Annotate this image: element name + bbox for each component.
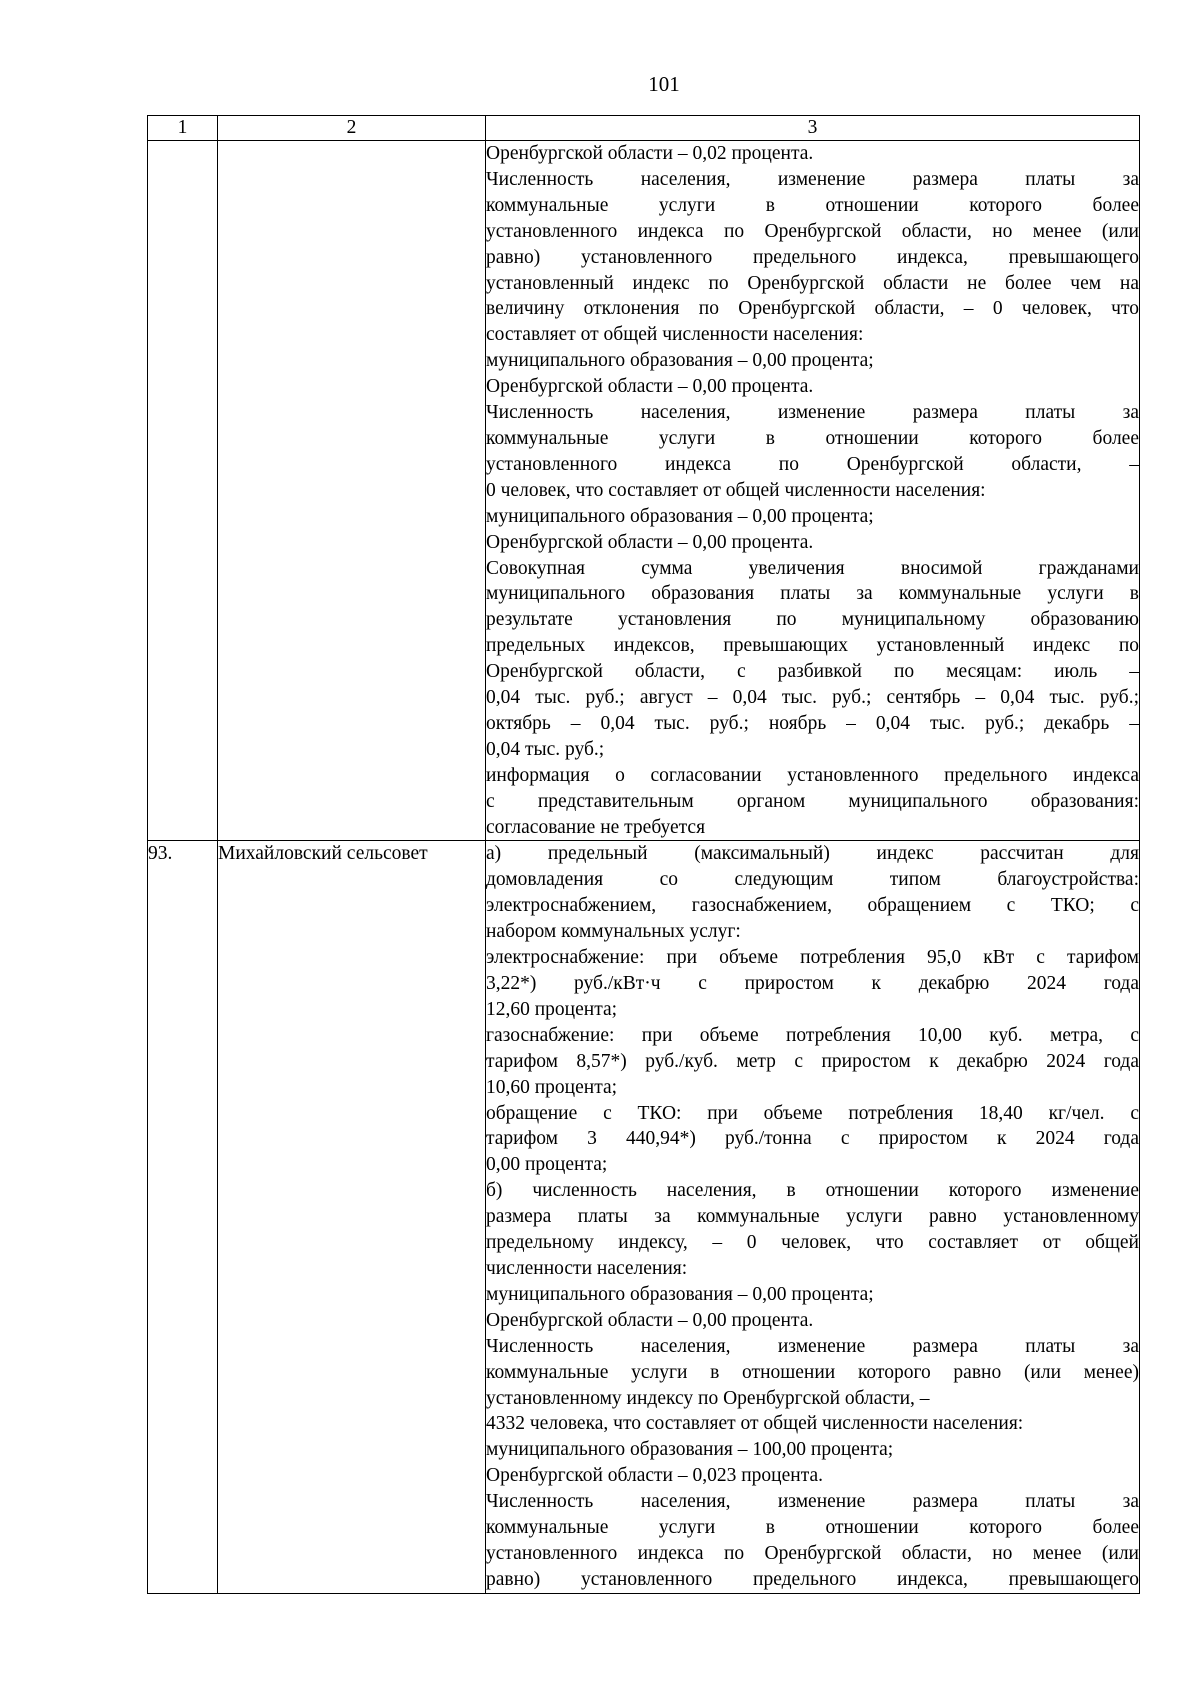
- text-line: коммунальные услуги в отношении которого более: [486, 1517, 1139, 1539]
- text-line: б) численность населения, в отношении которого изменение: [486, 1180, 1139, 1202]
- text-line: Численность населения, изменение размера платы за: [486, 1335, 1139, 1357]
- table-header-row: [148, 116, 1140, 141]
- text-line: муниципального образования – 0,00 процента;: [486, 350, 874, 372]
- text-line: Оренбургской области, с разбивкой по месяцам: июль –: [486, 661, 1139, 683]
- text-line: установленного индекса по Оренбургской области, –: [486, 453, 1139, 475]
- text-line: коммунальные услуги в отношении которого более: [486, 427, 1139, 449]
- text-line: Оренбургской области – 0,02 процента.: [486, 143, 814, 164]
- text-line: муниципального образования платы за коммунальные услуги в: [486, 583, 1139, 605]
- row-number-cell: [148, 141, 218, 841]
- text-line: электроснабжением, газоснабжением, обращением с ТКО; с: [486, 895, 1139, 917]
- text-line: согласование не требуется: [486, 816, 706, 838]
- text-line: Оренбургской области – 0,00 процента.: [486, 531, 814, 553]
- text-line: муниципального образования – 100,00 процента;: [486, 1439, 894, 1461]
- text-line: набором коммунальных услуг:: [486, 921, 741, 943]
- text-line: а) предельный (максимальный) индекс рассчитан для: [486, 843, 1139, 865]
- text-line: Совокупная сумма увеличения вносимой гражданами: [486, 557, 1139, 579]
- row-name-cell: [218, 141, 486, 841]
- text-line: предельных индексов, превышающих установленный индекс по: [486, 635, 1139, 657]
- row-number-cell: 93.: [148, 841, 218, 1593]
- text-line: Оренбургской области – 0,00 процента.: [486, 376, 814, 398]
- text-line: тарифом 3 440,94*) руб./тонна с приростом к 2024 года: [486, 1128, 1139, 1150]
- text-line: установленный индекс по Оренбургской области не более чем на: [486, 272, 1139, 294]
- text-line: Численность населения, изменение размера платы за: [486, 168, 1139, 190]
- text-line: составляет от общей численности населения:: [486, 324, 864, 346]
- text-line: установленного индекса по Оренбургской области, но менее (или: [486, 220, 1139, 242]
- table-row-continuation: [148, 141, 1140, 841]
- column-header-1: 1: [148, 116, 218, 141]
- text-line: равно) установленного предельного индекса, превышающего: [486, 246, 1139, 268]
- data-table: [147, 115, 1140, 1594]
- text-line: обращение с ТКО: при объеме потребления 18,40 кг/чел. с: [486, 1102, 1139, 1124]
- text-line: с представительным органом муниципального образования:: [486, 790, 1139, 812]
- text-line: предельному индексу, – 0 человек, что составляет от общей: [486, 1232, 1139, 1254]
- text-line: 12,60 процента;: [486, 998, 618, 1020]
- column-header-3: 3: [486, 116, 1140, 141]
- text-line: Численность населения, изменение размера платы за: [486, 402, 1139, 424]
- text-line: октябрь – 0,04 тыс. руб.; ноябрь – 0,04 тыс. руб.; декабрь –: [486, 712, 1139, 734]
- text-line: размера платы за коммунальные услуги равно установленному: [486, 1206, 1139, 1228]
- text-line: результате установления по муниципальному образованию: [486, 609, 1139, 631]
- page-number: 101: [648, 72, 680, 96]
- text-line: тарифом 8,57*) руб./куб. метр с приростом к декабрю 2024 года: [486, 1050, 1139, 1072]
- text-line: равно) установленного предельного индекса, превышающего: [486, 1568, 1139, 1590]
- text-line: 0,04 тыс. руб.;: [486, 738, 605, 760]
- text-line: 10,60 процента;: [486, 1076, 618, 1098]
- text-line: 3,22*) руб./кВт·ч с приростом к декабрю 2024 года: [486, 973, 1139, 994]
- text-line: муниципального образования – 0,00 процента;: [486, 1283, 874, 1305]
- text-line: коммунальные услуги в отношении которого равно (или менее): [486, 1361, 1139, 1383]
- row-text-cell: [486, 141, 1140, 841]
- text-line: 0,00 процента;: [486, 1154, 608, 1176]
- text-line: информация о согласовании установленного предельного индекса: [486, 764, 1139, 786]
- text-line: 0,04 тыс. руб.; август – 0,04 тыс. руб.; сентябрь – 0,04 тыс. руб.;: [486, 687, 1139, 709]
- text-line: Оренбургской области – 0,023 процента.: [486, 1465, 823, 1487]
- text-line: установленному индексу по Оренбургской области, –: [486, 1387, 930, 1409]
- text-line: Оренбургской области – 0,00 процента.: [486, 1309, 814, 1331]
- text-line: электроснабжение: при объеме потребления 95,0 кВт с тарифом: [486, 947, 1139, 969]
- text-line: коммунальные услуги в отношении которого более: [486, 194, 1139, 216]
- text-line: домовладения со следующим типом благоустройства:: [486, 869, 1139, 891]
- row-name-cell: Михайловский сельсовет: [218, 841, 486, 1593]
- text-line: газоснабжение: при объеме потребления 10,00 куб. метра, с: [486, 1024, 1139, 1046]
- table-row-93: [148, 841, 1140, 1593]
- text-line: величину отклонения по Оренбургской области, – 0 человек, что: [486, 298, 1139, 320]
- text-line: муниципального образования – 0,00 процента;: [486, 505, 874, 527]
- text-line: численности населения:: [486, 1257, 688, 1279]
- row-text-cell: [486, 841, 1140, 1593]
- text-line: установленного индекса по Оренбургской области, но менее (или: [486, 1542, 1139, 1564]
- text-line: 4332 человека, что составляет от общей численности населения:: [486, 1413, 1024, 1435]
- text-line: 0 человек, что составляет от общей численности населения:: [486, 479, 986, 501]
- column-header-2: 2: [218, 116, 486, 141]
- text-line: Численность населения, изменение размера платы за: [486, 1491, 1139, 1513]
